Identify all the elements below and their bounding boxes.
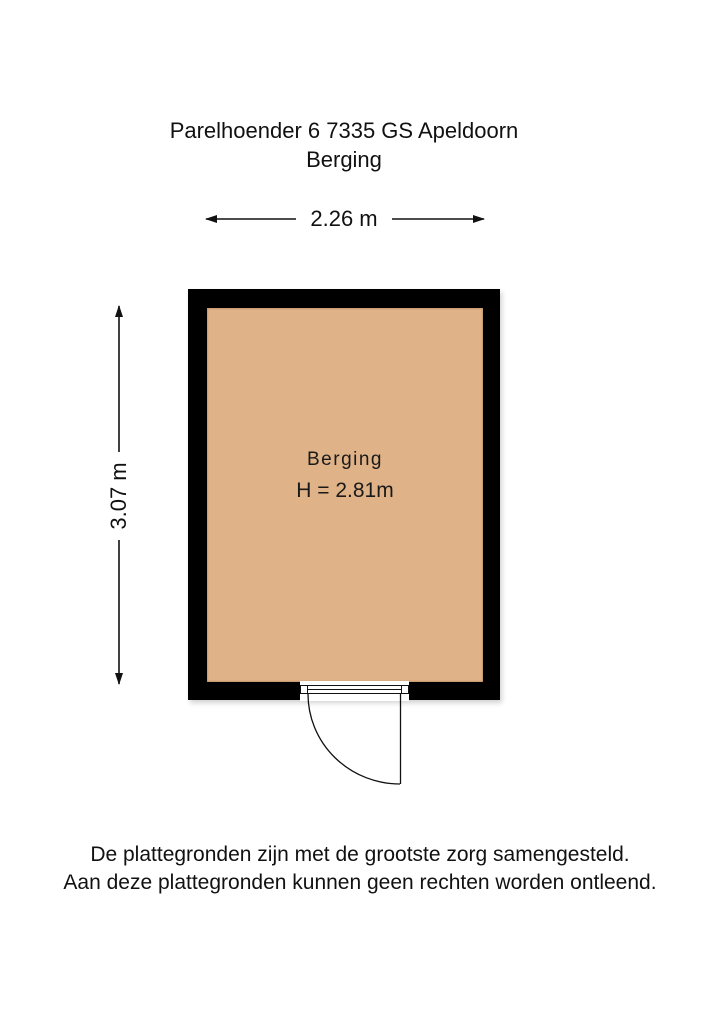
room-name-label: Berging [307,449,383,470]
disclaimer-line-1: De plattegronden zijn met de grootste zorg samengesteld. [90,843,630,866]
room-height-label: H = 2.81m [296,479,394,502]
door-opening [300,681,409,701]
door-swing-icon [308,694,401,784]
depth-dimension-label: 3.07 m [106,458,132,533]
disclaimer-line-2: Aan deze plattegronden kunnen geen rechten worden ontleend. [63,871,657,894]
floorplan-address-title: Parelhoender 6 7335 GS Apeldoorn [169,118,519,143]
floorplan-floor-title: Berging [306,147,382,172]
width-dimension-label: 2.26 m [296,206,392,232]
